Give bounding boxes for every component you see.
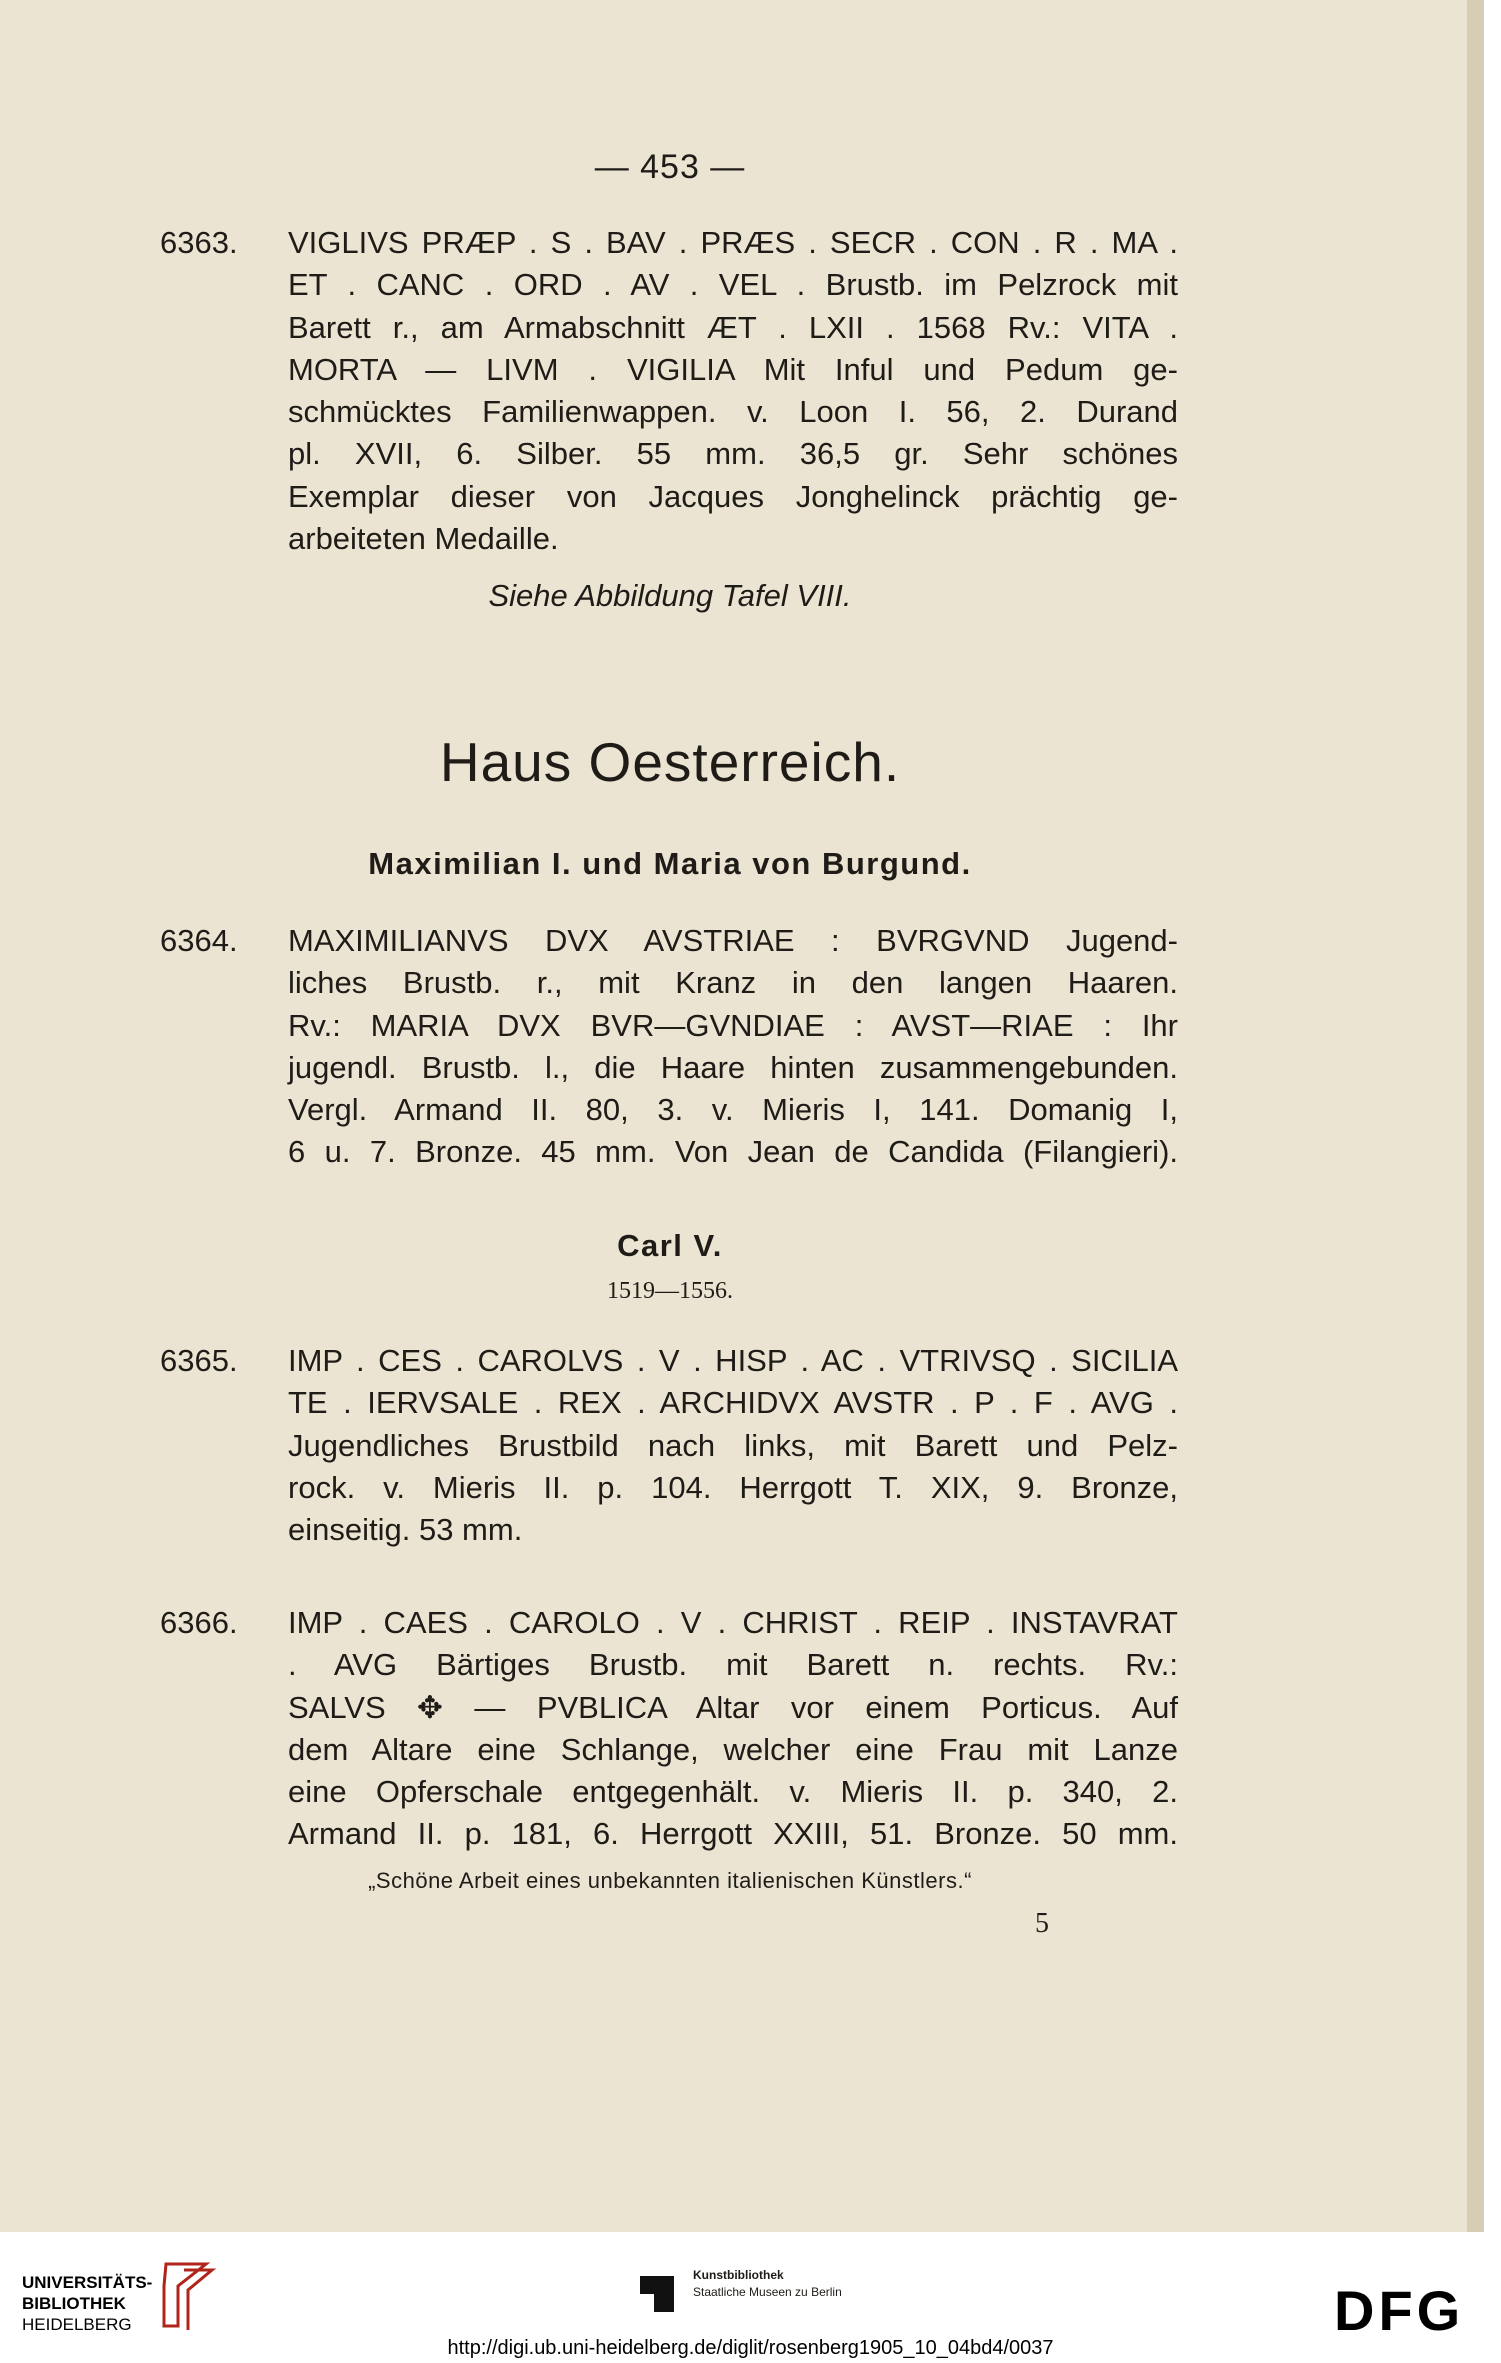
entry-text [288, 1602, 1178, 1856]
entry-line: schmücktes Familienwappen. v. Loon I. 56, 2. Durand [288, 394, 1178, 430]
entry-line: rock. v. Mieris II. p. 104. Herrgott T. XIX, 9. Bronze, [288, 1469, 1178, 1505]
entry-line: eine Opferschale entgegenhält. v. Mieris II. p. 340, 2. [288, 1774, 1178, 1810]
section-heading: Haus Oesterreich. [439, 731, 901, 793]
entry-line: Barett r., am Armabschnitt ÆT . LXII . 1568 Rv.: VITA . [288, 309, 1178, 345]
entry-number: 6363. [160, 225, 238, 260]
kunstbibliothek-logo-icon [636, 2272, 680, 2316]
entry-number: 6365. [160, 1343, 238, 1378]
entry-line: einseitig. 53 mm. [288, 1512, 523, 1548]
entry-line: SALVS ✥ — PVBLICA Altar vor einem Porticus. Auf [288, 1689, 1178, 1725]
ub-line1: UNIVERSITÄTS- [22, 2273, 153, 2292]
entry-number: 6366. [160, 1605, 238, 1640]
subsection-dates: 1519—1556. [607, 1278, 733, 1304]
permalink-url[interactable]: http://digi.ub.uni-heidelberg.de/diglit/rosenberg1905_10_04bd4/0037 [447, 2337, 1054, 2359]
page-edge [1467, 0, 1484, 2232]
entry-line: VIGLIVS PRÆP . S . BAV . PRÆS . SECR . CON . R . MA . [288, 225, 1178, 260]
subsection-heading-maximilian: Maximilian I. und Maria von Burgund. [368, 846, 972, 881]
entry-line: MORTA — LIVM . VIGILIA Mit Inful und Pedum ge- [288, 351, 1178, 387]
entry-line: Exemplar dieser von Jacques Jonghelinck prächtig ge- [288, 478, 1178, 514]
entry-line: IMP . CAES . CAROLO . V . CHRIST . REIP . INSTAVRAT [288, 1605, 1178, 1640]
subsection-heading-carl: Carl V. [617, 1228, 723, 1263]
kb-line2: Staatliche Museen zu Berlin [693, 2285, 842, 2299]
entry-line: dem Altare eine Schlange, welcher eine Frau mit Lanze [288, 1731, 1178, 1767]
entry-line: Jugendliches Brustbild nach links, mit Barett und Pelz- [288, 1427, 1178, 1463]
kunstbibliothek-label [693, 2267, 842, 2301]
entry-line: Rv.: MARIA DVX BVR—GVNDIAE : AVST—RIAE : Ihr [288, 1007, 1178, 1043]
entry-line: Vergl. Armand II. 80, 3. v. Mieris I, 141. Domanig I, [288, 1092, 1178, 1128]
entry-text [288, 920, 1178, 1174]
entry-line: ET . CANC . ORD . AV . VEL . Brustb. im Pelzrock mit [288, 267, 1178, 303]
page-number: — 453 — [594, 148, 746, 186]
entry-text [288, 222, 1178, 560]
entry-line: MAXIMILIANVS DVX AVSTRIAE : BVRGVND Jugend- [288, 923, 1178, 958]
entry-number: 6364. [160, 923, 238, 958]
kb-line1: Kunstbibliothek [693, 2268, 784, 2282]
entry-line: 6 u. 7. Bronze. 45 mm. Von Jean de Candida (Filangieri). [288, 1134, 1178, 1170]
footnote: „Schöne Arbeit eines unbekannten italienischen Künstlers.“ [368, 1868, 972, 1893]
dfg-logo: DFG [1334, 2279, 1465, 2342]
ub-line3: HEIDELBERG [22, 2315, 132, 2334]
entry-line: IMP . CES . CAROLVS . V . HISP . AC . VTRIVSQ . SICILIA [288, 1343, 1178, 1378]
plate-reference: Siehe Abbildung Tafel VIII. [488, 578, 852, 613]
entry-line: pl. XVII, 6. Silber. 55 mm. 36,5 gr. Sehr schönes [288, 436, 1178, 472]
entry-line: Armand II. p. 181, 6. Herrgott XXIII, 51. Bronze. 50 mm. [288, 1816, 1178, 1852]
sheet-signature: 5 [1035, 1908, 1049, 1939]
entry-line: arbeiteten Medaille. [288, 521, 559, 557]
ub-line2: BIBLIOTHEK [22, 2294, 126, 2313]
entry-text [288, 1340, 1178, 1551]
entry-line: TE . IERVSALE . REX . ARCHIDVX AVSTR . P . F . AVG . [288, 1385, 1178, 1421]
entry-line: . AVG Bärtiges Brustb. mit Barett n. rechts. Rv.: [288, 1647, 1178, 1683]
entry-line: liches Brustb. r., mit Kranz in den langen Haaren. [288, 965, 1178, 1001]
entry-line: jugendl. Brustb. l., die Haare hinten zusammengebunden. [288, 1049, 1178, 1085]
ub-heidelberg-label [22, 2272, 152, 2335]
